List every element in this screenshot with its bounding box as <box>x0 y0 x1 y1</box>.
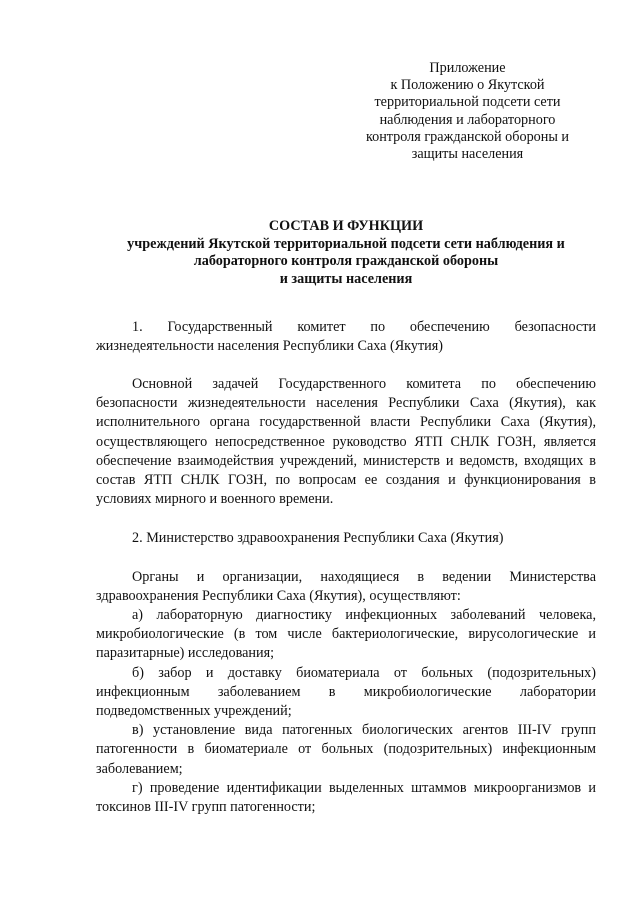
list-item: а) лабораторную диагностику инфекционных заболеваний человека, микробиологические (в том числе бактериологические, вирусологические и паразитарные) исследования; <box>96 607 596 662</box>
appendix-line: к Положению о Якутской <box>390 77 545 94</box>
list-item: в) установление вида патогенных биологических агентов III-IV групп патогенности в биоматериале от больных (подозрительных) инфекционным заболеванием; <box>96 722 596 777</box>
appendix-line: защиты населения <box>411 146 524 163</box>
title-line: лабораторного контроля гражданской обороны <box>193 253 499 270</box>
section-1-heading: 1. Государственный комитет по обеспечению безопасности жизнедеятельности населения Республики Саха (Якутия) <box>96 319 596 355</box>
section-2-list <box>96 606 596 817</box>
section-2-heading: 2. Министерство здравоохранения Республики Саха (Якутия) <box>132 530 504 546</box>
appendix-line: территориальной подсети сети <box>374 94 561 111</box>
list-item: г) проведение идентификации выделенных штаммов микроорганизмов и токсинов III-IV групп патогенности; <box>96 779 596 816</box>
title-line: и защиты населения <box>279 270 413 287</box>
list-item: б) забор и доставку биоматериала от больных (подозрительных) инфекционным заболеванием в микробиологические лаборатории подведомственных учреждений; <box>96 664 596 720</box>
document-title <box>96 218 596 288</box>
section-1-paragraph: Основной задачей Государственного комитета по обеспечению безопасности жизнедеятельности населения Республики Саха (Якутия), как исполнительного органа государственной власти Республики Саха (Якутия), осуществляющего непосредственное руководство ЯТП СНЛК ГОЗН, является обеспечение взаимодействия учреждений, министерств и ведомств, входящих в состав ЯТП СНЛК ГОЗН, по вопросам ее создания и функционирования в условиях мирного и военного времени. <box>96 376 596 508</box>
appendix-line: наблюдения и лабораторного <box>379 111 556 128</box>
title-line: СОСТАВ И ФУНКЦИИ <box>268 218 424 234</box>
appendix-header <box>340 60 595 163</box>
appendix-line: контроля гражданской обороны и <box>365 128 570 145</box>
title-line: учреждений Якутской территориальной подсети сети наблюдения и <box>127 235 565 252</box>
section-2-intro: Органы и организации, находящиеся в ведении Министерства здравоохранения Республики Саха (Якутия), осуществляют: <box>96 569 596 605</box>
appendix-line: Приложение <box>429 60 506 76</box>
